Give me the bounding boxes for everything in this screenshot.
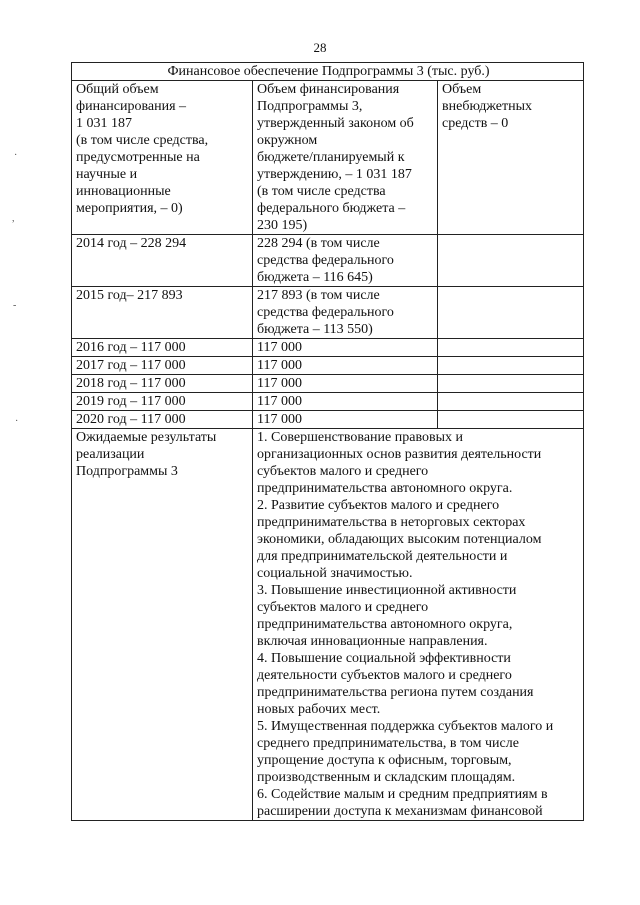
year-amount: 117 000 [253,375,438,393]
year-row [72,339,584,357]
year-amount: 117 000 [253,339,438,357]
year-label: 2017 год – 117 000 [72,357,253,375]
year-label: 2014 год – 228 294 [72,235,253,287]
year-amount: 117 000 [253,393,438,411]
year-label: 2015 год– 217 893 [72,287,253,339]
header-total-financing: Общий объем финансирования – 1 031 187 (в том числе средства, предусмотренные на научные и инновационные мероприятия, – 0) [72,81,253,235]
header-extrabudgetary: Объем внебюджетных средств – 0 [438,81,584,235]
table-title-row [72,63,584,81]
margin-mark: , [12,213,15,224]
year-extra [438,287,584,339]
year-label: 2016 год – 117 000 [72,339,253,357]
year-extra [438,411,584,429]
table-header-row [72,81,584,235]
year-extra [438,357,584,375]
year-row [72,375,584,393]
year-amount: 117 000 [253,357,438,375]
year-row [72,393,584,411]
year-extra [438,339,584,357]
year-extra [438,235,584,287]
year-amount: 217 893 (в том числе средства федерального бюджета – 113 550) [253,287,438,339]
year-extra [438,393,584,411]
results-label: Ожидаемые результаты реализации Подпрограммы 3 [72,429,253,821]
margin-mark: · [15,416,19,427]
page-number: 28 [313,40,327,55]
year-row [72,287,584,339]
year-label: 2018 год – 117 000 [72,375,253,393]
year-label: 2020 год – 117 000 [72,411,253,429]
financing-table [71,62,584,821]
results-row [72,429,584,821]
margin-mark: - [13,300,17,311]
year-row [72,411,584,429]
table-title: Финансовое обеспечение Подпрограммы 3 (тыс. руб.) [72,63,584,81]
header-program-financing: Объем финансирования Подпрограммы 3, утвержденный законом об окружном бюджете/планируемый к утверждению, – 1 031 187 (в том числе средства федерального бюджета – 230 195) [253,81,438,235]
margin-mark: · [14,150,18,161]
year-row [72,235,584,287]
year-row [72,357,584,375]
year-amount: 228 294 (в том числе средства федерального бюджета – 116 645) [253,235,438,287]
year-label: 2019 год – 117 000 [72,393,253,411]
year-extra [438,375,584,393]
year-amount: 117 000 [253,411,438,429]
results-text: 1. Совершенствование правовых и организационных основ развития деятельности субъектов малого и среднего предпринимательства автономного округа. 2. Развитие субъектов малого и среднего предпринимательства в неторговых секторах экономики, обладающих высоким потенциалом для предпринимательской деятельности и социальной значимостью. 3. Повышение инвестиционной активности субъектов малого и среднего предпринимательства автономного округа, включая инновационные направления. 4. Повышение социальной эффективности деятельности субъектов малого и среднего предпринимательства региона путем создания новых рабочих мест. 5. Имущественная поддержка субъектов малого и среднего предпринимательства, в том числе упрощение доступа к офисным, торговым, производственным и складским площадям. 6. Содействие малым и средним предприятиям в расширении доступа к механизмам финансовой [253,429,584,821]
